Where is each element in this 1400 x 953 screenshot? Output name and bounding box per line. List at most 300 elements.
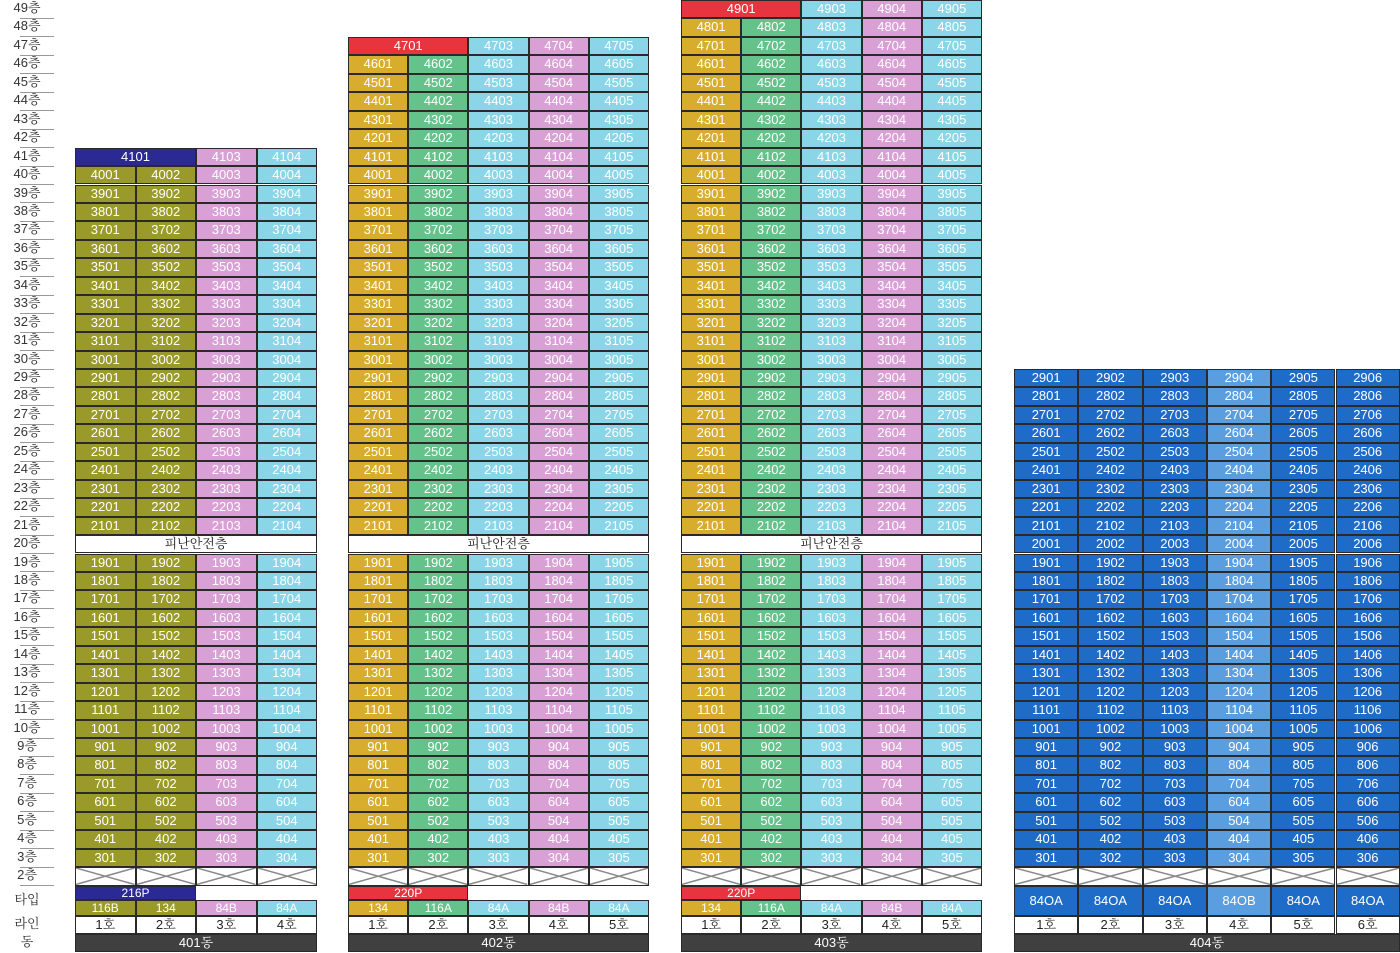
unit-cell: 3204 bbox=[862, 314, 922, 332]
unit-cell: 2504 bbox=[862, 443, 922, 461]
unit-cell: 1201 bbox=[681, 683, 741, 701]
unit-cell: 1402 bbox=[1078, 646, 1142, 664]
unit-cell: 506 bbox=[1336, 812, 1400, 830]
unit-cell: 1104 bbox=[862, 701, 922, 719]
unit-cell: 3001 bbox=[348, 351, 408, 369]
unit-cell: 1004 bbox=[257, 720, 318, 738]
unit-cell: 1703 bbox=[1143, 590, 1207, 608]
unit-cell: 1504 bbox=[1207, 627, 1271, 645]
type-cell: 84A bbox=[257, 900, 318, 916]
unit-cell: 2302 bbox=[1078, 480, 1142, 498]
unit-cell: 2802 bbox=[136, 387, 197, 405]
unit-cell: 1403 bbox=[801, 646, 861, 664]
building-name: 401동 bbox=[75, 934, 317, 952]
unit-cell: 1803 bbox=[1143, 572, 1207, 590]
floor-label: 17층 bbox=[13, 590, 41, 606]
building-name: 403동 bbox=[681, 934, 982, 952]
unit-cell: 801 bbox=[681, 756, 741, 774]
unit-cell: 4504 bbox=[529, 74, 589, 92]
unit-cell: 1602 bbox=[136, 609, 197, 627]
unit-cell: 3703 bbox=[801, 221, 861, 239]
unit-cell: 3302 bbox=[408, 295, 468, 313]
unit-cell: 301 bbox=[1014, 849, 1078, 867]
pilotis-cell bbox=[589, 867, 649, 885]
unit-cell: 903 bbox=[1143, 738, 1207, 756]
unit-cell: 605 bbox=[1271, 793, 1335, 811]
unit-cell: 1303 bbox=[801, 664, 861, 682]
unit-cell: 803 bbox=[801, 756, 861, 774]
unit-cell: 904 bbox=[862, 738, 922, 756]
unit-cell: 2204 bbox=[862, 498, 922, 516]
pilotis-cell bbox=[681, 867, 741, 885]
floor-label: 42층 bbox=[13, 129, 41, 145]
unit-cell: 3702 bbox=[408, 221, 468, 239]
unit-cell: 1801 bbox=[681, 572, 741, 590]
unit-cell: 1602 bbox=[741, 609, 801, 627]
unit-cell: 1603 bbox=[801, 609, 861, 627]
unit-cell: 1003 bbox=[196, 720, 257, 738]
unit-cell: 4601 bbox=[348, 55, 408, 73]
unit-cell: 2403 bbox=[196, 461, 257, 479]
unit-cell: 705 bbox=[589, 775, 649, 793]
unit-cell: 1004 bbox=[529, 720, 589, 738]
unit-cell: 3404 bbox=[257, 277, 318, 295]
unit-cell: 2803 bbox=[196, 387, 257, 405]
unit-cell: 1205 bbox=[922, 683, 982, 701]
unit-cell: 2403 bbox=[801, 461, 861, 479]
unit-cell: 4402 bbox=[741, 92, 801, 110]
unit-cell: 2202 bbox=[1078, 498, 1142, 516]
unit-cell: 3503 bbox=[196, 258, 257, 276]
unit-cell: 1903 bbox=[468, 554, 528, 572]
unit-cell: 1902 bbox=[408, 554, 468, 572]
unit-cell: 1706 bbox=[1336, 590, 1400, 608]
unit-cell: 4002 bbox=[136, 166, 197, 184]
unit-cell: 4101 bbox=[681, 148, 741, 166]
type-cell: 116A bbox=[408, 900, 468, 916]
floor-label: 38층 bbox=[13, 202, 41, 218]
unit-cell: 1003 bbox=[468, 720, 528, 738]
unit-cell: 2005 bbox=[1271, 535, 1335, 553]
unit-cell: 2503 bbox=[468, 443, 528, 461]
floor-label: 8층 bbox=[17, 756, 37, 772]
unit-cell: 3003 bbox=[801, 351, 861, 369]
floor-label: 29층 bbox=[13, 369, 41, 384]
unit-cell: 303 bbox=[196, 849, 257, 867]
unit-cell: 504 bbox=[257, 812, 318, 830]
type-cell: 134 bbox=[348, 900, 408, 916]
unit-cell: 2703 bbox=[801, 406, 861, 424]
pilotis-cell bbox=[136, 867, 197, 885]
unit-cell: 4804 bbox=[862, 18, 922, 36]
unit-cell: 3303 bbox=[801, 295, 861, 313]
type-cell: 84OB bbox=[1207, 886, 1271, 916]
unit-cell: 1604 bbox=[862, 609, 922, 627]
unit-cell: 504 bbox=[862, 812, 922, 830]
unit-cell: 1802 bbox=[741, 572, 801, 590]
unit-cell: 1704 bbox=[862, 590, 922, 608]
unit-cell: 501 bbox=[1014, 812, 1078, 830]
unit-cell: 1502 bbox=[136, 627, 197, 645]
unit-cell: 901 bbox=[348, 738, 408, 756]
unit-cell: 3902 bbox=[741, 185, 801, 203]
unit-cell: 2505 bbox=[922, 443, 982, 461]
unit-cell: 4303 bbox=[468, 111, 528, 129]
unit-cell: 2102 bbox=[408, 517, 468, 535]
unit-cell: 3701 bbox=[75, 221, 136, 239]
unit-cell: 3403 bbox=[801, 277, 861, 295]
unit-cell: 3404 bbox=[862, 277, 922, 295]
unit-cell: 805 bbox=[922, 756, 982, 774]
unit-cell: 2102 bbox=[1078, 517, 1142, 535]
unit-cell: 703 bbox=[468, 775, 528, 793]
unit-cell: 1303 bbox=[196, 664, 257, 682]
unit-cell: 505 bbox=[589, 812, 649, 830]
unit-cell: 2804 bbox=[257, 387, 318, 405]
unit-cell: 1804 bbox=[1207, 572, 1271, 590]
unit-cell: 2101 bbox=[75, 517, 136, 535]
unit-cell: 504 bbox=[1207, 812, 1271, 830]
unit-cell: 1902 bbox=[1078, 554, 1142, 572]
unit-cell: 1005 bbox=[1271, 720, 1335, 738]
unit-cell: 2805 bbox=[1271, 387, 1335, 405]
unit-cell: 4001 bbox=[75, 166, 136, 184]
floor-gridline bbox=[20, 885, 54, 886]
unit-cell: 404 bbox=[862, 830, 922, 848]
type-cell: 84A bbox=[589, 900, 649, 916]
unit-cell: 402 bbox=[1078, 830, 1142, 848]
unit-cell: 4204 bbox=[862, 129, 922, 147]
unit-cell: 1405 bbox=[922, 646, 982, 664]
unit-cell: 3704 bbox=[529, 221, 589, 239]
line-cell: 3호 bbox=[468, 916, 528, 934]
unit-cell: 2803 bbox=[1143, 387, 1207, 405]
unit-cell: 2202 bbox=[741, 498, 801, 516]
unit-cell: 1602 bbox=[1078, 609, 1142, 627]
unit-cell: 3705 bbox=[589, 221, 649, 239]
unit-cell: 3603 bbox=[196, 240, 257, 258]
penthouse-type: 220P bbox=[348, 886, 468, 900]
unit-cell: 1301 bbox=[348, 664, 408, 682]
unit-cell: 1203 bbox=[801, 683, 861, 701]
unit-cell: 2402 bbox=[408, 461, 468, 479]
floor-label: 23층 bbox=[13, 479, 41, 495]
floor-label: 41층 bbox=[13, 147, 41, 163]
unit-cell: 4102 bbox=[741, 148, 801, 166]
unit-cell: 1505 bbox=[589, 627, 649, 645]
unit-cell: 4503 bbox=[468, 74, 528, 92]
unit-cell: 3301 bbox=[348, 295, 408, 313]
unit-cell: 403 bbox=[801, 830, 861, 848]
unit-cell: 3502 bbox=[408, 258, 468, 276]
line-cell: 1호 bbox=[348, 916, 408, 934]
unit-cell: 3501 bbox=[75, 258, 136, 276]
unit-cell: 3302 bbox=[136, 295, 197, 313]
line-cell: 3호 bbox=[1143, 916, 1207, 934]
unit-cell: 2602 bbox=[1078, 424, 1142, 442]
unit-cell: 2403 bbox=[468, 461, 528, 479]
unit-cell: 3005 bbox=[922, 351, 982, 369]
unit-cell: 1402 bbox=[741, 646, 801, 664]
unit-cell: 3303 bbox=[196, 295, 257, 313]
unit-cell: 701 bbox=[1014, 775, 1078, 793]
unit-cell: 1904 bbox=[529, 554, 589, 572]
unit-cell: 405 bbox=[1271, 830, 1335, 848]
unit-cell: 4601 bbox=[681, 55, 741, 73]
penthouse-type: 216P bbox=[75, 886, 196, 900]
unit-cell: 602 bbox=[136, 793, 197, 811]
unit-cell: 2602 bbox=[408, 424, 468, 442]
unit-cell: 1603 bbox=[196, 609, 257, 627]
unit-cell: 3801 bbox=[681, 203, 741, 221]
unit-cell: 401 bbox=[348, 830, 408, 848]
unit-cell: 2501 bbox=[75, 443, 136, 461]
unit-cell: 4403 bbox=[468, 92, 528, 110]
unit-cell: 3903 bbox=[196, 185, 257, 203]
floor-label: 13층 bbox=[13, 664, 41, 680]
unit-cell: 1401 bbox=[348, 646, 408, 664]
unit-cell: 2204 bbox=[1207, 498, 1271, 516]
unit-cell: 4602 bbox=[741, 55, 801, 73]
unit-cell: 603 bbox=[1143, 793, 1207, 811]
unit-cell: 4703 bbox=[801, 37, 861, 55]
unit-cell: 2804 bbox=[862, 387, 922, 405]
unit-cell: 4903 bbox=[801, 0, 861, 18]
unit-cell: 1505 bbox=[922, 627, 982, 645]
floor-label: 14층 bbox=[13, 645, 41, 661]
unit-cell: 3703 bbox=[468, 221, 528, 239]
unit-cell: 2301 bbox=[75, 480, 136, 498]
unit-cell: 1801 bbox=[348, 572, 408, 590]
unit-cell: 2504 bbox=[257, 443, 318, 461]
floor-label: 12층 bbox=[13, 682, 41, 698]
unit-cell: 2104 bbox=[257, 517, 318, 535]
unit-cell: 1705 bbox=[589, 590, 649, 608]
unit-cell: 804 bbox=[257, 756, 318, 774]
unit-cell: 702 bbox=[1078, 775, 1142, 793]
unit-cell: 2704 bbox=[257, 406, 318, 424]
unit-cell: 1303 bbox=[1143, 664, 1207, 682]
unit-cell: 2203 bbox=[468, 498, 528, 516]
unit-cell: 2105 bbox=[589, 517, 649, 535]
unit-cell: 1403 bbox=[196, 646, 257, 664]
unit-cell: 301 bbox=[348, 849, 408, 867]
unit-cell: 703 bbox=[801, 775, 861, 793]
unit-cell: 3904 bbox=[529, 185, 589, 203]
unit-cell: 1102 bbox=[136, 701, 197, 719]
unit-cell: 2603 bbox=[196, 424, 257, 442]
unit-cell: 3702 bbox=[741, 221, 801, 239]
unit-cell: 3905 bbox=[922, 185, 982, 203]
floor-label: 10층 bbox=[13, 719, 41, 735]
unit-cell: 2004 bbox=[1207, 535, 1271, 553]
unit-cell: 501 bbox=[348, 812, 408, 830]
unit-cell: 3401 bbox=[75, 277, 136, 295]
floor-label: 30층 bbox=[13, 350, 41, 366]
unit-cell: 1301 bbox=[1014, 664, 1078, 682]
unit-cell: 804 bbox=[1207, 756, 1271, 774]
unit-cell: 2401 bbox=[75, 461, 136, 479]
unit-cell: 2304 bbox=[1207, 480, 1271, 498]
unit-cell: 2605 bbox=[922, 424, 982, 442]
unit-cell: 1904 bbox=[257, 554, 318, 572]
unit-cell: 1404 bbox=[1207, 646, 1271, 664]
floor-label: 21층 bbox=[13, 516, 41, 532]
unit-cell: 1901 bbox=[681, 554, 741, 572]
unit-cell: 2801 bbox=[681, 387, 741, 405]
unit-cell: 3603 bbox=[468, 240, 528, 258]
unit-cell: 2104 bbox=[529, 517, 589, 535]
unit-cell: 3304 bbox=[529, 295, 589, 313]
unit-cell: 2405 bbox=[922, 461, 982, 479]
unit-cell: 4103 bbox=[801, 148, 861, 166]
unit-cell: 2505 bbox=[589, 443, 649, 461]
unit-cell: 1005 bbox=[922, 720, 982, 738]
unit-cell: 1901 bbox=[1014, 554, 1078, 572]
refuge-floor: 피난안전층 bbox=[75, 535, 317, 553]
unit-cell: 1206 bbox=[1336, 683, 1400, 701]
unit-cell: 1802 bbox=[136, 572, 197, 590]
unit-cell: 2106 bbox=[1336, 517, 1400, 535]
unit-cell: 3405 bbox=[589, 277, 649, 295]
unit-cell: 306 bbox=[1336, 849, 1400, 867]
unit-cell: 3802 bbox=[408, 203, 468, 221]
unit-cell: 2901 bbox=[1014, 369, 1078, 387]
type-cell: 84OA bbox=[1078, 886, 1142, 916]
unit-cell: 2604 bbox=[257, 424, 318, 442]
unit-cell: 2406 bbox=[1336, 461, 1400, 479]
floor-label: 15층 bbox=[13, 627, 41, 643]
unit-cell: 1102 bbox=[408, 701, 468, 719]
unit-cell: 802 bbox=[136, 756, 197, 774]
unit-cell: 1901 bbox=[75, 554, 136, 572]
unit-cell: 1004 bbox=[862, 720, 922, 738]
unit-cell: 1805 bbox=[1271, 572, 1335, 590]
unit-cell: 2103 bbox=[196, 517, 257, 535]
unit-cell: 3404 bbox=[529, 277, 589, 295]
type-row-label: 타입 bbox=[14, 891, 40, 907]
unit-cell: 4701 bbox=[681, 37, 741, 55]
unit-cell: 301 bbox=[75, 849, 136, 867]
unit-cell: 2903 bbox=[1143, 369, 1207, 387]
unit-cell: 4502 bbox=[408, 74, 468, 92]
type-cell: 84B bbox=[196, 900, 257, 916]
unit-cell: 604 bbox=[1207, 793, 1271, 811]
unit-cell: 901 bbox=[1014, 738, 1078, 756]
unit-cell: 4304 bbox=[529, 111, 589, 129]
unit-cell: 402 bbox=[408, 830, 468, 848]
unit-cell: 3103 bbox=[801, 332, 861, 350]
unit-cell: 304 bbox=[1207, 849, 1271, 867]
unit-cell: 303 bbox=[468, 849, 528, 867]
unit-cell: 904 bbox=[1207, 738, 1271, 756]
unit-cell: 2205 bbox=[1271, 498, 1335, 516]
unit-cell: 3101 bbox=[681, 332, 741, 350]
unit-cell: 3501 bbox=[348, 258, 408, 276]
unit-cell: 2905 bbox=[589, 369, 649, 387]
line-cell: 4호 bbox=[257, 916, 318, 934]
unit-cell: 1605 bbox=[922, 609, 982, 627]
pilotis-cell bbox=[348, 867, 408, 885]
unit-cell: 2603 bbox=[801, 424, 861, 442]
unit-cell: 3002 bbox=[741, 351, 801, 369]
line-cell: 2호 bbox=[408, 916, 468, 934]
unit-cell: 2405 bbox=[1271, 461, 1335, 479]
unit-cell: 3204 bbox=[529, 314, 589, 332]
unit-cell: 502 bbox=[408, 812, 468, 830]
unit-cell: 2304 bbox=[862, 480, 922, 498]
unit-cell: 2102 bbox=[136, 517, 197, 535]
unit-cell: 3201 bbox=[75, 314, 136, 332]
unit-cell: 3202 bbox=[741, 314, 801, 332]
unit-cell: 3701 bbox=[681, 221, 741, 239]
unit-cell: 601 bbox=[1014, 793, 1078, 811]
unit-cell: 2705 bbox=[922, 406, 982, 424]
unit-cell: 2401 bbox=[681, 461, 741, 479]
unit-cell: 403 bbox=[196, 830, 257, 848]
unit-cell: 806 bbox=[1336, 756, 1400, 774]
pilotis-cell bbox=[196, 867, 257, 885]
unit-cell: 1803 bbox=[801, 572, 861, 590]
unit-cell: 2401 bbox=[348, 461, 408, 479]
floor-label: 4층 bbox=[17, 830, 37, 846]
floor-label: 32층 bbox=[13, 313, 41, 329]
unit-cell: 604 bbox=[862, 793, 922, 811]
unit-cell: 1503 bbox=[1143, 627, 1207, 645]
unit-cell: 1002 bbox=[741, 720, 801, 738]
unit-cell: 602 bbox=[1078, 793, 1142, 811]
unit-cell: 1406 bbox=[1336, 646, 1400, 664]
unit-cell: 1105 bbox=[922, 701, 982, 719]
type-cell: 134 bbox=[681, 900, 741, 916]
pilotis-cell bbox=[1271, 867, 1335, 885]
unit-cell: 501 bbox=[681, 812, 741, 830]
unit-cell: 2303 bbox=[468, 480, 528, 498]
unit-cell: 406 bbox=[1336, 830, 1400, 848]
unit-cell: 2003 bbox=[1143, 535, 1207, 553]
unit-cell: 2902 bbox=[741, 369, 801, 387]
unit-cell: 3402 bbox=[136, 277, 197, 295]
unit-cell: 2806 bbox=[1336, 387, 1400, 405]
unit-cell: 706 bbox=[1336, 775, 1400, 793]
floor-label: 24층 bbox=[13, 461, 41, 477]
unit-cell: 3704 bbox=[257, 221, 318, 239]
unit-cell: 2201 bbox=[75, 498, 136, 516]
unit-cell: 3004 bbox=[862, 351, 922, 369]
type-cell: 84B bbox=[862, 900, 922, 916]
unit-cell: 601 bbox=[681, 793, 741, 811]
unit-cell: 1703 bbox=[468, 590, 528, 608]
unit-cell: 2505 bbox=[1271, 443, 1335, 461]
unit-cell: 3304 bbox=[257, 295, 318, 313]
unit-cell: 3303 bbox=[468, 295, 528, 313]
unit-cell: 602 bbox=[408, 793, 468, 811]
unit-cell: 3003 bbox=[196, 351, 257, 369]
unit-cell: 1403 bbox=[468, 646, 528, 664]
unit-cell: 3001 bbox=[681, 351, 741, 369]
unit-cell: 2703 bbox=[196, 406, 257, 424]
unit-cell: 3003 bbox=[468, 351, 528, 369]
unit-cell: 3103 bbox=[468, 332, 528, 350]
unit-cell: 1003 bbox=[1143, 720, 1207, 738]
unit-cell: 605 bbox=[589, 793, 649, 811]
unit-cell: 302 bbox=[1078, 849, 1142, 867]
unit-cell: 2302 bbox=[408, 480, 468, 498]
unit-cell: 2904 bbox=[862, 369, 922, 387]
unit-cell: 4201 bbox=[681, 129, 741, 147]
unit-cell: 2101 bbox=[681, 517, 741, 535]
unit-cell: 2201 bbox=[681, 498, 741, 516]
